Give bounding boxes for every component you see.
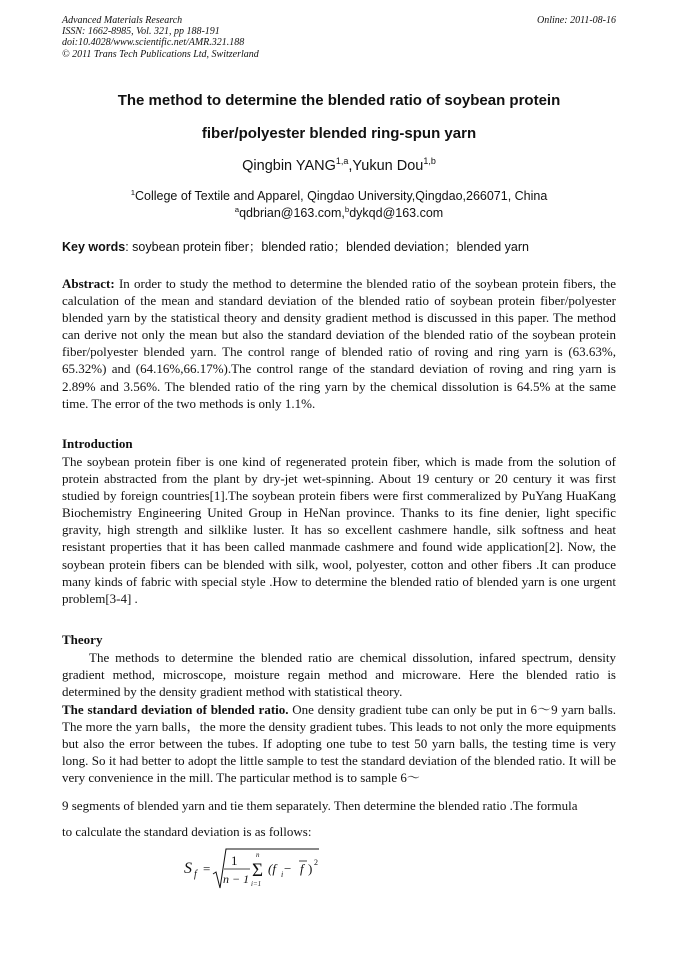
formula-body: (f	[268, 861, 276, 876]
introduction-heading: Introduction	[62, 436, 133, 451]
formula-sum-lower: i=1	[251, 880, 262, 888]
formula-sub-f: f	[194, 869, 197, 880]
email-a: qdbrian@163.com,	[239, 206, 345, 220]
theory-paragraph-1: The methods to determine the blended ratio are chemical dissolution, infared spectrum, density gradient method, microscope, moisture regain method and microware. Here the blended ratio is determined by the density gradient method with statistical theory.	[62, 650, 616, 700]
keywords-text: : soybean protein fiber；blended ratio；blended deviation；blended yarn	[125, 240, 529, 254]
paper-title-line-1: The method to determine the blended ratio of soybean protein	[117, 92, 561, 109]
abstract-label: Abstract:	[62, 276, 115, 291]
issn-line: ISSN: 1662-8985, Vol. 321, pp 188-191	[62, 26, 220, 38]
theory-paragraph-2	[62, 701, 616, 786]
formula-denominator: n − 1	[223, 872, 250, 886]
doi-line: doi:10.4028/www.scientific.net/AMR.321.188	[62, 37, 245, 49]
affiliation-sup: 1	[130, 187, 135, 197]
formula-minus: −	[284, 861, 292, 876]
introduction-body: The soybean protein fiber is one kind of regenerated protein fiber, which is made from the solution of protein abstracted from the plant by dry-jet wet-spinning. About 19 century or 20 century it was first studied by foreign countries[1].The soybean protein fibers were first commeralized by PuYang HuaKang Biochemistry Engineering United Group in HeNan province. Thanks to its fine denier, light specific gravity, high strength and silklike luster. It has so excellent cashmere handle, silk softness and heat resistant properties that it has been called manmade cashmere and found wide application[2]. Now, the soybean protein fibers can be blended with silk, wool, polyester, cotton and other fibers .It can produce many kinds of fabric with special style .How to determine the blended ratio of blended yarn is one urgent problem[3-4] .	[62, 454, 616, 606]
std-deviation-label: The standard deviation of blended ratio.	[62, 702, 289, 717]
formula-sigma: Σ	[252, 860, 264, 881]
author-1: Qingbin YANG	[242, 158, 336, 174]
formula-s: S	[184, 860, 192, 877]
author-1-affil-sup: 1,a	[335, 156, 349, 167]
affiliation	[62, 189, 616, 203]
formula-numerator: 1	[231, 853, 238, 868]
formula-sum-upper: n	[256, 851, 260, 859]
author-list	[62, 158, 616, 174]
journal-header	[62, 15, 616, 60]
abstract-text: In order to study the method to determine the blended ratio of the soybean protein fibers, the calculation of the mean and standard deviation of the blended ratio of soybean protein fiber/polyester blended yarn by the statistical theory and density gradient method is discussed in this paper. The method can derive not only the mean but also the standard deviation of the blended ratio of the soybean protein fiber/polyester blended yarn. The control range of blended ratio of roving and ring yarn is (63.63%, 65.32%) and (64.16%,66.17%).The control range of the standard deviation of roving and ring yarn is 2.89% and 3.56%. The blended ratio of the ring yarn by the chemical dissolution is 64.5% at the same time. The error of the two methods is only 1.1%.	[62, 276, 616, 411]
paper-title-line-2: fiber/polyester blended ring-spun yarn	[201, 125, 477, 142]
std-deviation-text: One density gradient tube can only be put in 6～9 yarn balls. The more the yarn balls，the more the density gradient tubes. This leads to not only the more equipments but also the error between the tubes. If adopting one tube to test 50 yarn balls, the testing time is very long. So it had better to adopt the little sample to test the standard deviation of the blended ratio. It will be very convenience in the mill. The particular method is to sample 6～	[62, 702, 617, 786]
keywords	[62, 237, 616, 255]
std-deviation-formula	[184, 846, 344, 892]
affiliation-text: College of Textile and Apparel, Qingdao University,Qingdao,266071, China	[135, 189, 548, 203]
theory-heading: Theory	[62, 632, 103, 647]
formula-equals: =	[203, 861, 211, 876]
formula-sub-i: i	[281, 870, 284, 879]
formula-square: 2	[314, 858, 318, 867]
online-date: Online: 2011-08-16	[537, 15, 616, 26]
formula-close-paren: )	[308, 861, 313, 876]
author-2-affil-sup: 1,b	[423, 156, 436, 167]
copyright-line: © 2011 Trans Tech Publications Ltd, Switzerland	[62, 48, 259, 60]
email-b-sup: b	[344, 204, 350, 214]
author-2: Yukun Dou	[352, 158, 424, 174]
formula-fbar: f	[300, 861, 304, 876]
keywords-label: Key words	[62, 240, 126, 254]
author-separator: ,	[348, 158, 353, 174]
author-emails	[62, 206, 616, 220]
journal-name: Advanced Materials Research	[62, 15, 183, 26]
email-b: dykqd@163.com	[349, 206, 444, 220]
theory-paragraph-3: 9 segments of blended yarn and tie them separately. Then determine the blended ratio .The formula	[62, 798, 578, 813]
abstract	[62, 275, 616, 412]
email-a-sup: a	[234, 204, 240, 214]
theory-paragraph-4: to calculate the standard deviation is as follows:	[62, 824, 312, 839]
